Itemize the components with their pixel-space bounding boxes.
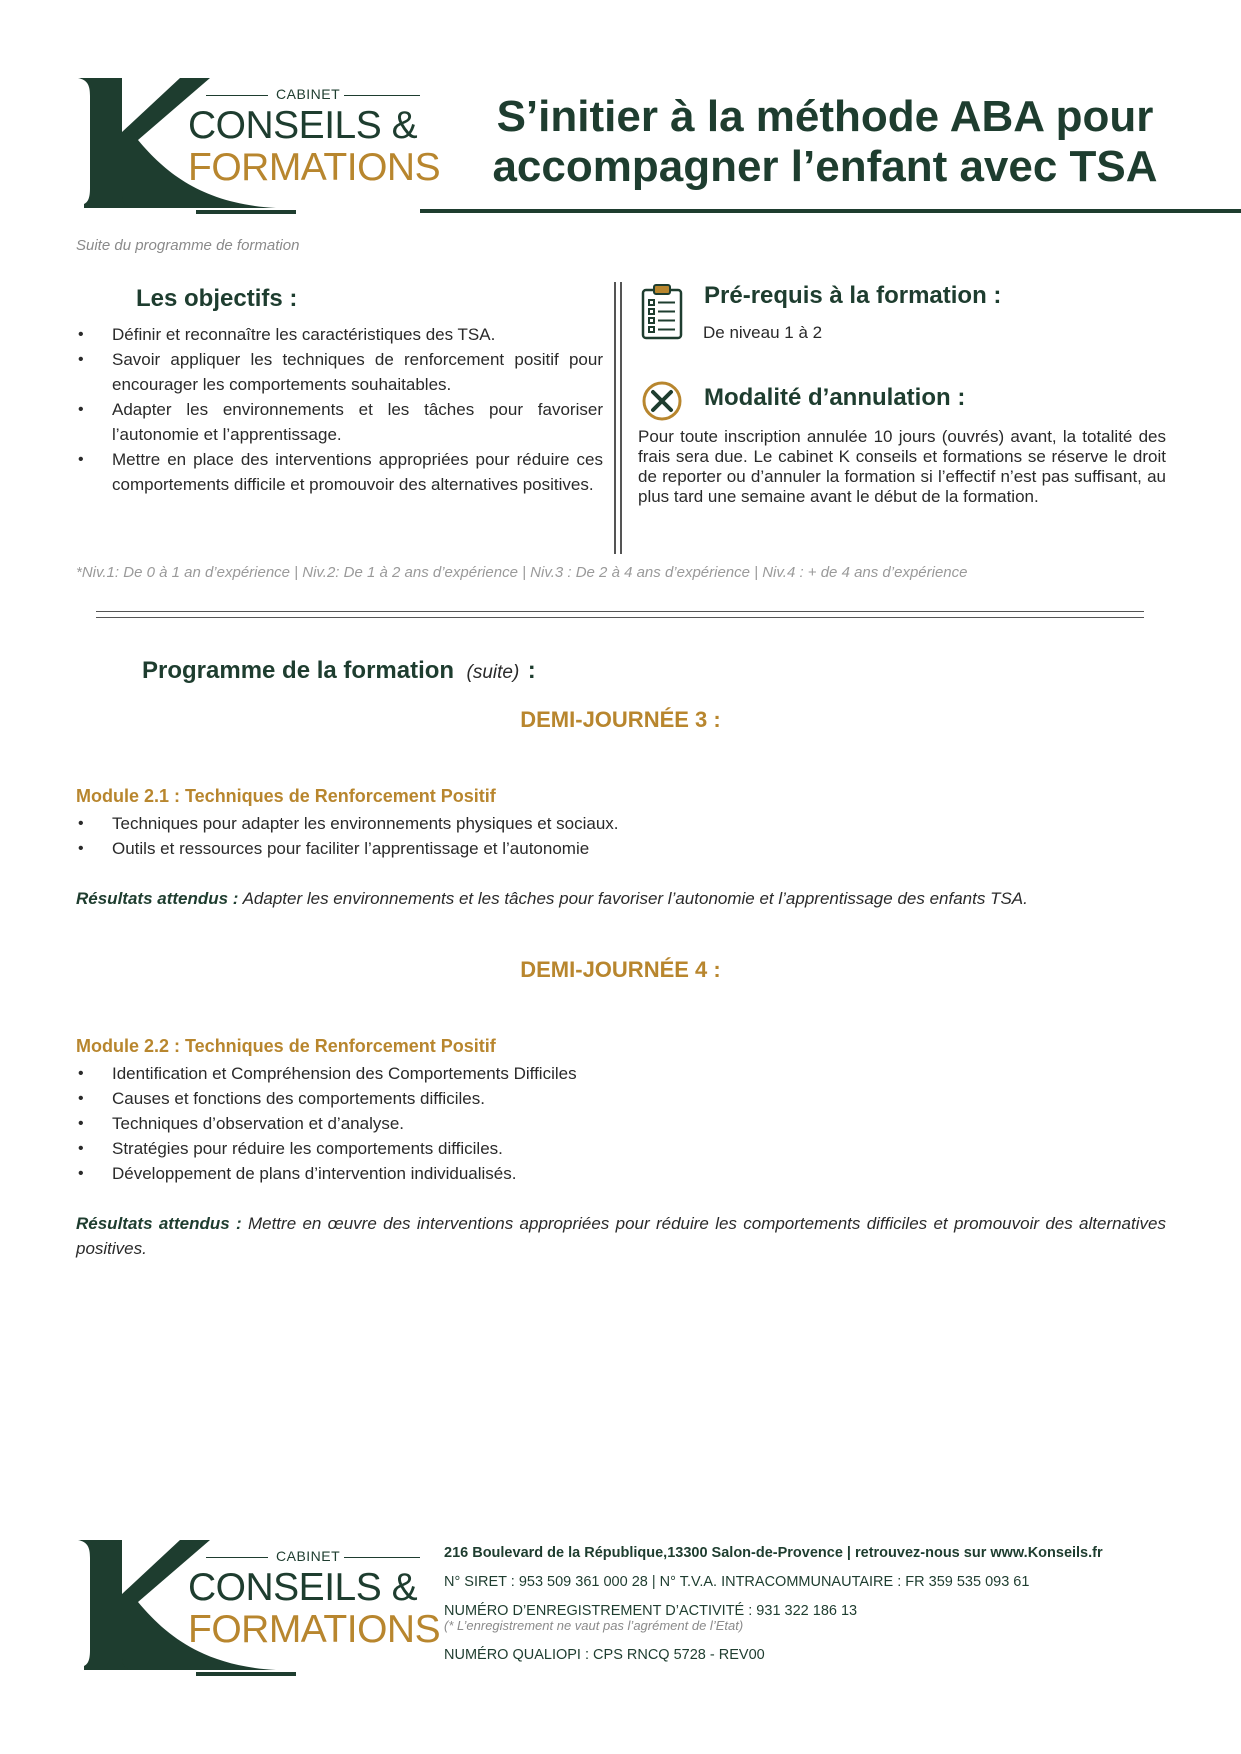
demi-4-result [76,1211,1166,1261]
logo-cabinet-text: CABINET [276,1548,341,1564]
list-item: • Développement de plans d’intervention individualisés. [76,1161,1166,1186]
section-divider [96,617,1144,618]
list-item: • Causes et fonctions des comportements difficiles. [76,1086,1166,1111]
footer-enregistrement-note: (* L’enregistrement ne vaut pas l’agrément de l’Etat) [444,1618,744,1633]
list-item: • Identification et Compréhension des Comportements Difficiles [76,1061,1166,1086]
result-label: Résultats attendus : [76,889,239,908]
footer-qualiopi: NUMÉRO QUALIOPI : CPS RNCQ 5728 - REV00 [444,1647,765,1663]
footer-enregistrement: NUMÉRO D’ENREGISTREMENT D’ACTIVITÉ : 931 322 186 13 [444,1603,858,1619]
footer-siret: N° SIRET : 953 509 361 000 28 | N° T.V.A. INTRACOMMUNAUTAIRE : FR 359 535 093 61 [444,1574,1030,1590]
list-item: • Mettre en place des interventions appropriées pour réduire ces comportements difficile et promouvoir des alternatives positives. [76,447,603,497]
list-item: • Savoir appliquer les techniques de renforcement positif pour encourager les comportements souhaitables. [76,347,603,397]
levels-note: *Niv.1: De 0 à 1 an d’expérience | Niv.2: De 1 à 2 ans d’expérience | Niv.3 : De 2 à 4 ans d’expérience | Niv.4 : + de 4 ans d’expérience [76,564,968,581]
page-title-line1: S’initier à la méthode ABA pour [496,92,1154,141]
logo-cabinet-text: CABINET [276,86,341,102]
prerequis-text: De niveau 1 à 2 [703,323,823,342]
module-2-2-list [76,1061,1166,1186]
suite-note: Suite du programme de formation [76,237,300,254]
module-2-1-list [76,811,1166,861]
objectifs-heading: Les objectifs : [136,285,298,312]
prerequis-heading: Pré-requis à la formation : [704,282,1002,309]
page-title [460,92,1190,192]
demi-journee-4-title: DEMI-JOURNÉE 4 : [520,957,721,982]
list-item: • Techniques d’observation et d’analyse. [76,1111,1166,1136]
logo-formations-text: FORMATIONS [188,146,441,189]
result-label: Résultats attendus : [76,1214,242,1233]
list-item: • Stratégies pour réduire les comportements difficiles. [76,1136,1166,1161]
footer-logo [76,1538,441,1678]
column-divider [620,282,622,554]
programme-heading [142,657,536,685]
demi-journee-3-title: DEMI-JOURNÉE 3 : [520,707,721,732]
list-item: • Adapter les environnements et les tâches pour favoriser l’autonomie et l’apprentissage. [76,397,603,447]
result-text: Adapter les environnements et les tâches pour favoriser l’autonomie et l’apprentissage des enfants TSA. [242,889,1028,908]
column-divider [614,282,616,554]
annulation-heading: Modalité d’annulation : [704,384,966,411]
result-text: Mettre en œuvre des interventions appropriées pour réduire les comportements difficiles et promouvoir des alternatives positives. [76,1214,1166,1258]
list-item: • Définir et reconnaître les caractéristiques des TSA. [76,322,603,347]
programme-title: Programme de la formation [142,657,455,684]
programme-suite: (suite) [466,662,520,683]
list-item: • Techniques pour adapter les environnements physiques et sociaux. [76,811,1166,836]
module-2-1-title: Module 2.1 : Techniques de Renforcement Positif [76,786,496,806]
logo-conseils-text: CONSEILS & [188,1566,418,1609]
logo-formations-text: FORMATIONS [188,1608,441,1651]
annulation-text: Pour toute inscription annulée 10 jours (ouvrés) avant, la totalité des frais sera due. Le cabinet K conseils et formations se réserve le droit de reporter ou d’annuler la formation si l’effectif n’est pas suffisant, au plus tard une semaine avant le début de la formation. [638,427,1166,506]
list-item: • Outils et ressources pour faciliter l’apprentissage et l’autonomie [76,836,1166,861]
logo-conseils-text: CONSEILS & [188,104,418,147]
footer-address: 216 Boulevard de la République,13300 Salon-de-Provence | retrouvez-nous sur www.Konseils.fr [444,1545,1103,1561]
cancel-icon [641,380,683,422]
objectifs-list [76,322,603,497]
programme-colon: : [527,657,536,684]
title-underline [420,209,1241,213]
module-2-2-title: Module 2.2 : Techniques de Renforcement Positif [76,1036,496,1056]
section-divider [96,611,1144,612]
clipboard-icon [640,283,684,341]
header-logo [76,76,441,216]
page-title-line2: accompagner l’enfant avec TSA [492,142,1158,191]
demi-3-result [76,886,1166,911]
